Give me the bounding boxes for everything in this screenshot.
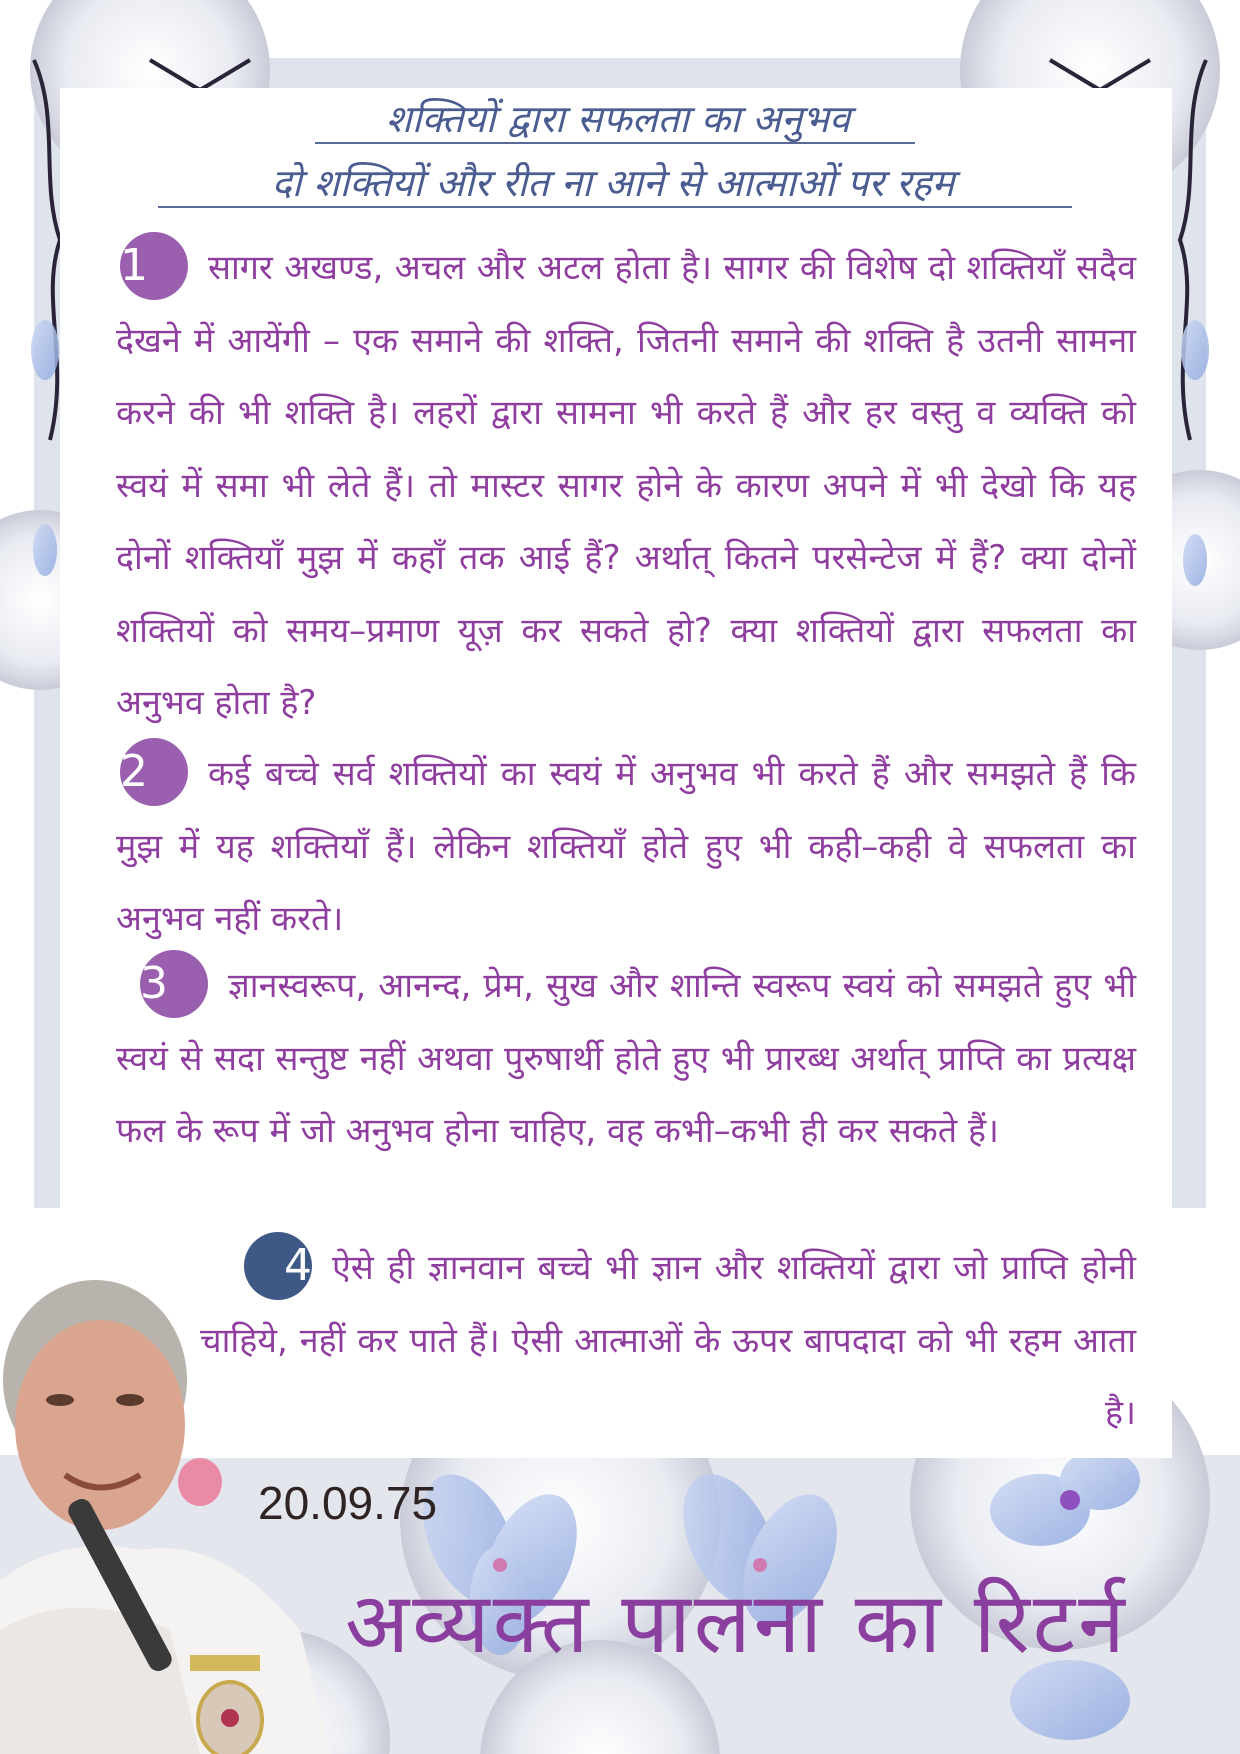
paragraph-1 <box>116 232 1136 740</box>
title-underline-1 <box>315 142 915 144</box>
paragraph-2-text: कई बच्चे सर्व शक्तियों का स्वयं में अनुभव भी करते हैं और समझते हैं कि मुझ में यह शक्तियाँ हैं। लेकिन शक्तियाँ होते हुए भी कही–कही वे सफलता का अनुभव नहीं करते। <box>116 754 1136 939</box>
paragraph-3-text: ज्ञानस्वरूप, आनन्द, प्रेम, सुख और शान्ति स्वरूप स्वयं को समझते हुए भी स्वयं से सदा सन्तुष्ट नहीं अथवा पुरुषार्थी होते हुए भी प्रारब्ध अर्थात् प्राप्ति का प्रत्यक्ष फल के रूप में जो अनुभव होना चाहिए, वह कभी–कभी ही कर सकते हैं। <box>116 966 1136 1151</box>
number-badge-3: 3 <box>140 950 208 1018</box>
title-line-1: शक्तियों द्वारा सफलता का अनुभव <box>385 97 851 141</box>
number-badge-2: 2 <box>120 738 188 806</box>
number-badge-1: 1 <box>120 232 188 300</box>
paragraph-4 <box>200 1232 1136 1450</box>
paragraph-2 <box>116 738 1136 956</box>
paragraph-4-text: ऐसे ही ज्ञानवान बच्चे भी ज्ञान और शक्तियों द्वारा जो प्राप्ति होनी चाहिये, नहीं कर पाते हैं। ऐसी आत्माओं के ऊपर बापदादा को भी रहम आता है। <box>200 1248 1136 1433</box>
number-badge-4: 4 <box>244 1232 312 1300</box>
paragraph-3 <box>116 950 1136 1168</box>
brand-title: अव्यक्त पालना का रिटर्न <box>345 1574 1128 1672</box>
title-line-2: दो शक्तियों और रीत ना आने से आत्माओं पर रहम <box>271 161 955 205</box>
title-underline-2 <box>158 206 1072 208</box>
paragraph-1-text: सागर अखण्ड, अचल और अटल होता है। सागर की विशेष दो शक्तियाँ सदैव देखने में आयेंगी – एक समाने की शक्ति, जितनी समाने की शक्ति है उतनी सामना करने की भी शक्ति है। लहरों द्वारा सामना भी करते हैं और हर वस्तु व व्यक्ति को स्वयं में समा भी लेते हैं। तो मास्टर सागर होने के कारण अपने में भी देखो कि यह दोनों शक्तियाँ मुझ में कहाँ तक आई हैं? अर्थात् कितने परसेन्टेज में हैं? क्या दोनों शक्तियों को समय–प्रमाण यूज़ कर सकते हो? क्या शक्तियों द्वारा सफलता का अनुभव होता है? <box>116 248 1136 723</box>
date-label: 20.09.75 <box>258 1477 438 1529</box>
